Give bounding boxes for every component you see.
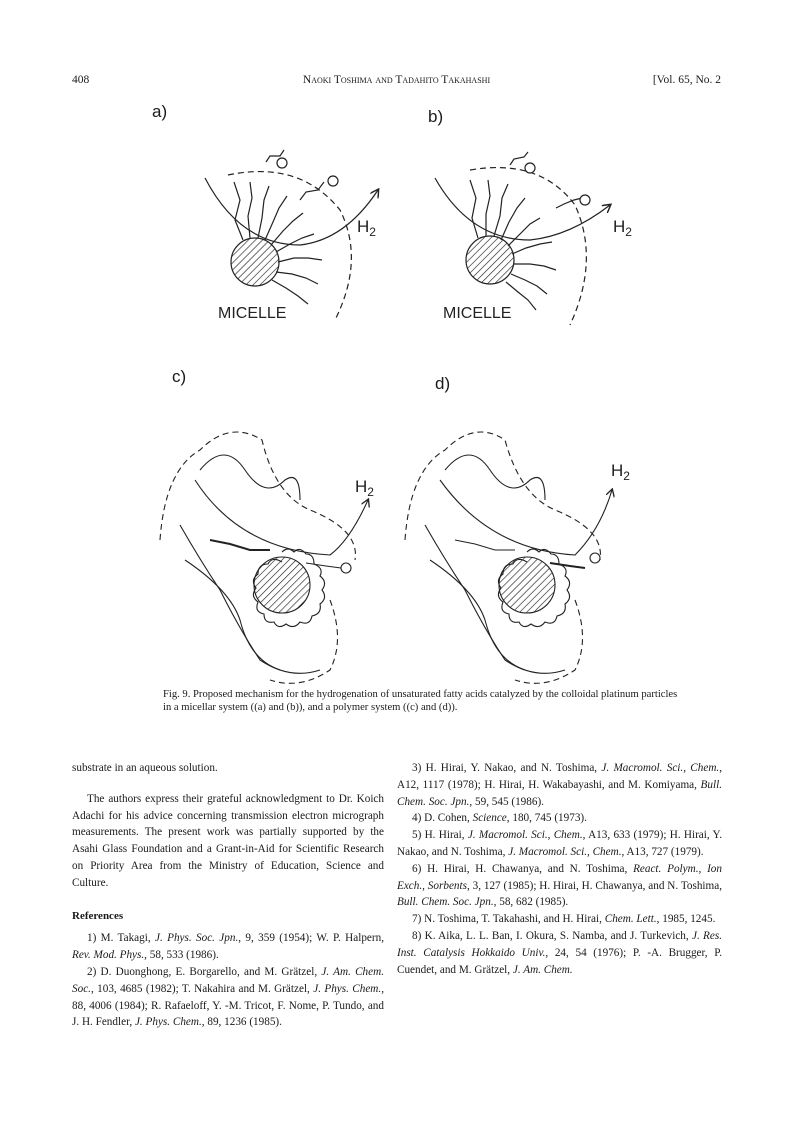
panel-label-d: d) xyxy=(435,374,451,393)
reference-3: 3) H. Hirai, Y. Nakao, and N. Toshima, J. Macromol. Sci., Chem., A12, 1117 (1978); H. Hirai, H. Wakabayashi, and M. Komiyama, Bull. Chem. Soc. Jpn., 59, 545 (1986). xyxy=(397,762,722,808)
reference-8: 8) K. Aika, L. L. Ban, I. Okura, S. Namba, and J. Turkevich, J. Res. Inst. Catalysis Hokkaido Univ., 24, 54 (1976); P. -A. Brugger, P. Cuendet, and M. Grätzel, J. Am. Chem. xyxy=(397,929,722,976)
running-head-authors: Naoki Toshima and Tadahito Takahashi xyxy=(302,74,491,86)
panel-d-drawing xyxy=(405,432,612,683)
right-column xyxy=(397,760,722,978)
intro-line: substrate in an aqueous solution. xyxy=(72,762,218,774)
acknowledgment: The authors express their grateful acknowledgment to Dr. Koich Adachi for his advice concerning transmission electron micrograph measurements. The present work was partially supported by the Asahi Glass Foundation and a Grant-in-Aid for Scientific Research on Priority Area from the Ministry of Education, Science and Culture. xyxy=(72,792,384,889)
reference-4: 4) D. Cohen, Science, 180, 745 (1973). xyxy=(412,812,587,825)
left-column xyxy=(72,760,384,1031)
micelle-label-a: MICELLE xyxy=(218,305,287,322)
running-head-volume: [Vol. 65, No. 2 xyxy=(652,74,721,86)
caption-label: Fig. 9. xyxy=(163,689,191,700)
reference-6: 6) H. Hirai, H. Chawanya, and N. Toshima, React. Polym., Ion Exch., Sorbents, 3, 127 (1985); H. Hirai, H. Chawanya, and N. Toshima, Bull. Chem. Soc. Jpn., 58, 682 (1985). xyxy=(397,862,722,909)
h2-label-d: $H_2$ xyxy=(611,461,630,483)
catalyst-particle-b xyxy=(466,236,514,284)
micelle-label-b: MICELLE xyxy=(443,305,512,322)
caption-text: Proposed mechanism for the hydrogenation of unsaturated fatty acids catalyzed by the colloidal platinum particles in a micellar system ((a) and (b)), and a polymer system ((c) and (d)). xyxy=(163,689,678,713)
panel-label-c: c) xyxy=(172,367,187,386)
panel-label-a: a) xyxy=(152,102,168,121)
panel-b-drawing xyxy=(435,152,610,325)
reference-5: 5) H. Hirai, J. Macromol. Sci., Chem., A13, 633 (1979); H. Hirai, Y. Nakao, and N. Toshima, J. Macromol. Sci., Chem., A13, 727 (1979). xyxy=(397,829,722,858)
panel-label-b: b) xyxy=(428,107,444,126)
page-number: 408 xyxy=(72,74,90,86)
panel-a-drawing xyxy=(205,150,378,320)
reference-1: 1) M. Takagi, J. Phys. Soc. Jpn., 9, 359 (1954); W. P. Halpern, Rev. Mod. Phys., 58, 533 (1986). xyxy=(72,932,385,962)
h2-label-b: $H_2$ xyxy=(613,217,632,239)
catalyst-particle-a xyxy=(231,238,279,286)
references-heading: References xyxy=(72,909,124,922)
panel-c-drawing xyxy=(160,432,368,683)
reference-7: 7) N. Toshima, T. Takahashi, and H. Hirai, Chem. Lett., 1985, 1245. xyxy=(412,913,716,926)
figure-caption xyxy=(163,688,683,714)
reference-2: 2) D. Duonghong, E. Borgarello, and M. Grätzel, J. Am. Chem. Soc., 103, 4685 (1982); T. Nakahira and M. Grätzel, J. Phys. Chem., 88, 4006 (1984); R. Rafaeloff, Y. -M. Tricot, F. Nome, P. Tundo, and J. H. Fendler, J. Phys. Chem., 89, 1236 (1985). xyxy=(72,965,384,1029)
h2-label-c: $H_2$ xyxy=(355,477,374,499)
h2-label-a: $H_2$ xyxy=(357,217,376,239)
